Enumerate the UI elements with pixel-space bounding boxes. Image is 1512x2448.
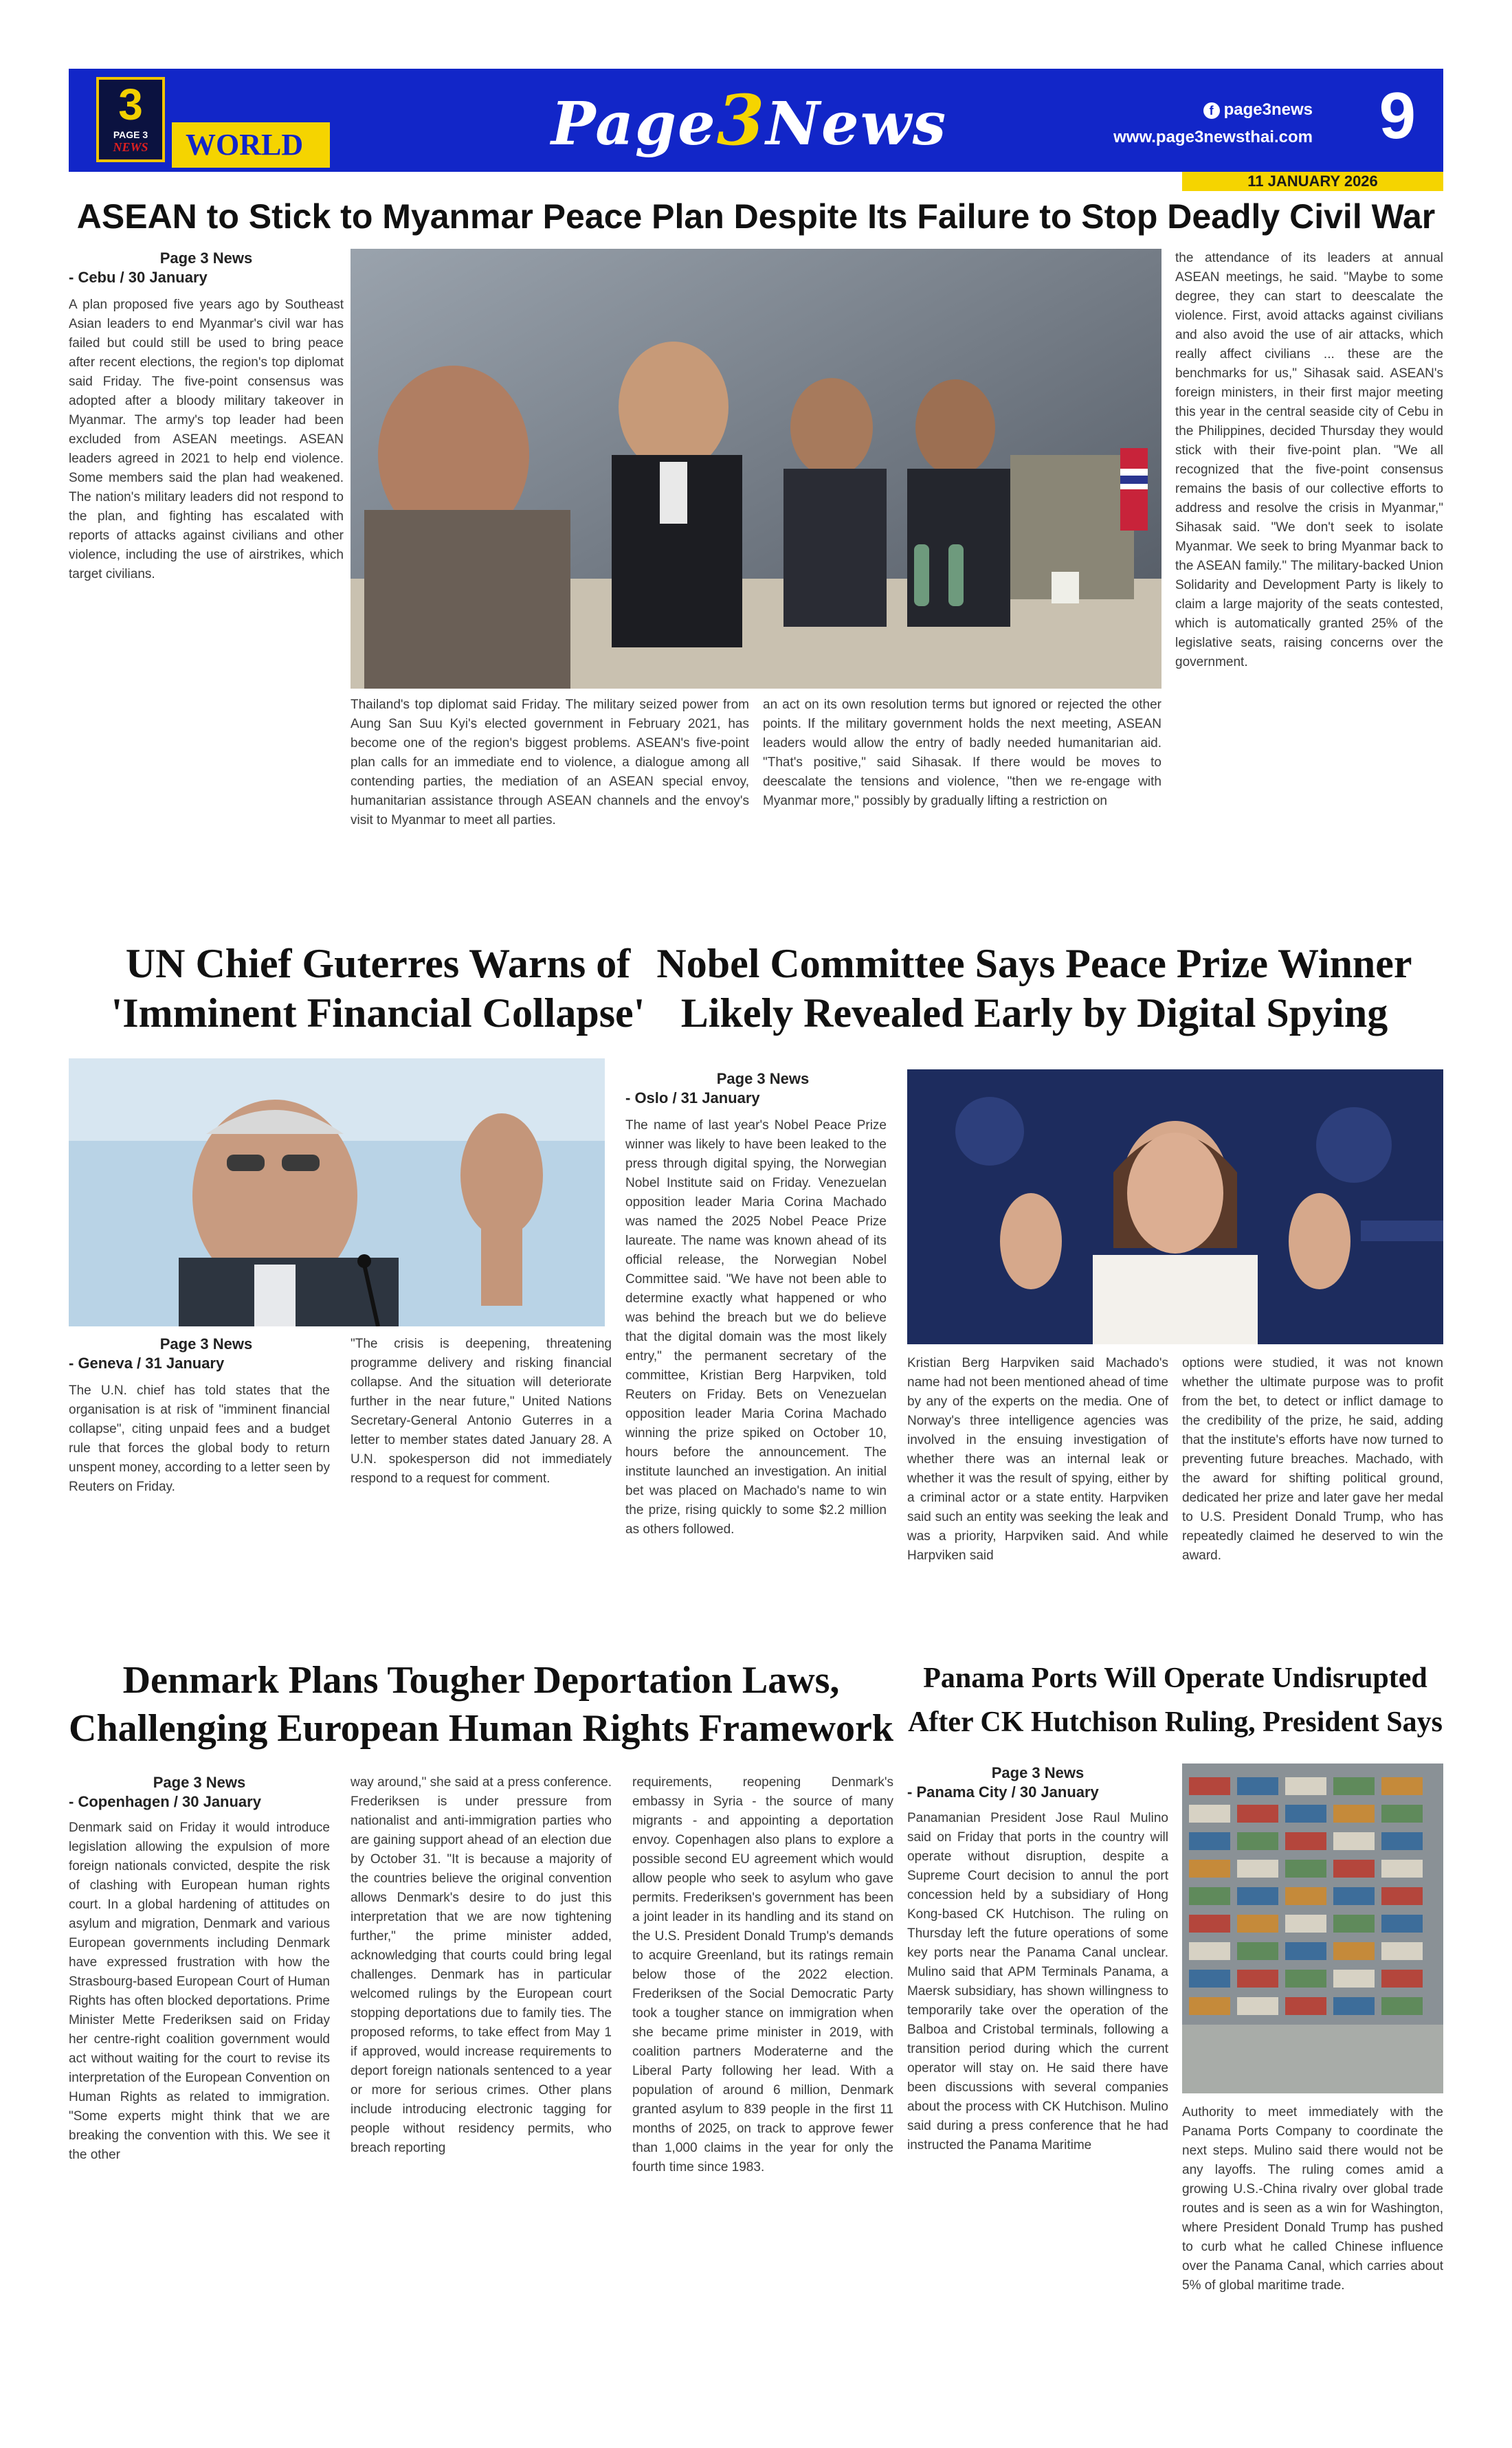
nobel-col-right-text: options were studied, it was not known whether the ultimate purpose was to profit from the bet, to detect or inflict damage to the credibility of the prize, he said, adding that the institute's efforts have now turned to preventing future breaches. Machado, with the award for shifting political ground, dedicated her prize and later gave her medal to U.S. President Donald Trump, who has repeatedly claimed he deserved to win the award. (1182, 1356, 1443, 1563)
asean-agency: Page 3 News (159, 249, 253, 267)
asean-col-mid-left-text: Thailand's top diplomat said Friday. The military seized power from Aung San Suu Kyi's elected government in February 2021, has become one of the region's biggest problems. ASEAN's five-point plan calls for an immediate end to violence, a dialogue among all contending parties, the mediation of an ASEAN special envoy, humanitarian assistance through ASEAN channels and the envoy's visit to Myanmar to meet all parties. (351, 698, 749, 827)
panama-headline-line1: Panama Ports Will Operate Undisrupted (923, 1662, 1427, 1694)
guterres-illustration (69, 1058, 605, 1326)
page-number: 9 (1379, 79, 1416, 153)
logo-page-text: PAGE 3 (113, 129, 148, 140)
asean-dateline: - Cebu / 30 January (69, 269, 208, 286)
issue-date: 11 JANUARY 2026 (1182, 172, 1443, 191)
facebook-icon: f (1203, 102, 1220, 119)
denmark-dateline: - Copenhagen / 30 January (69, 1793, 261, 1810)
page3-logo (96, 77, 165, 162)
denmark-col-2 (351, 1773, 612, 2423)
denmark-col-3 (632, 1773, 893, 2423)
asean-meeting-illustration (351, 249, 1161, 689)
panama-col-left (907, 1809, 1168, 2425)
guterres-photo (69, 1058, 605, 1326)
un-col-left (69, 1381, 330, 1588)
panama-dateline: - Panama City / 30 January (907, 1783, 1099, 1801)
panama-headline-line2: After CK Hutchison Ruling, President Says (908, 1706, 1443, 1738)
nobel-col-left (625, 1116, 887, 1590)
nobel-col-right (1182, 1354, 1443, 1588)
denmark-col-2-text: way around," she said at a press conference. Frederiksen is under pressure from nationalist and anti-immigration parties who are gaining support ahead of an election due by October 31. "It is because a majority of the countries believe the original convention allows Denmark's desire to do just this interpretation that we are now tightening further," the prime minister added, acknowledging that courts could bring legal challenges. Denmark has in particular welcomed rulings by the European court stopping deportations due to family ties. The proposed reforms, to take effect from May 1 if approved, would increase requirements to deport foreign nationals sentenced to a year or more for serious crimes. Other plans include introducing electronic tagging for people without residency permits, who breach reporting (351, 1775, 612, 2155)
denmark-headline (69, 1656, 893, 1752)
social-handle-text: page3news (1223, 100, 1313, 119)
website-url: www.page3newsthai.com (1113, 128, 1313, 146)
nobel-col-left-text: The name of last year's Nobel Peace Prize winner was likely to have been leaked to the press through digital spying, the Norwegian Nobel Institute said on Friday. Venezuelan opposition leader Maria Corina Machado was named the 2025 Nobel Peace Prize laureate. The name was known ahead of its official release, the Norwegian Nobel Committee said. "We have not been able to determine exactly what happened or who was behind the breach but we do believe that the digital domain was the most likely entry," the permanent secretary of the committee, Kristian Berg Harpviken, told Reuters on Friday. Bets on Venezuelan opposition leader Maria Corina Machado winning the prize spiked on October 10, hours before the announcement. The institute launched an investigation. An initial bet was placed on Machado's name to win the prize, rising quickly to some $2.2 million as others followed. (625, 1118, 887, 1537)
harpviken-photo (907, 1069, 1443, 1344)
brand-pre: Page (551, 89, 717, 159)
un-headline-line1: UN Chief Guterres Warns of (125, 941, 631, 986)
un-dateline: - Geneva / 31 January (69, 1355, 225, 1372)
container-port-photo (1182, 1763, 1443, 2093)
denmark-col-3-text: requirements, reopening Denmark's embassy in Syria - the source of many migrants - and appointing a deportation envoy. Copenhagen also plans to explore a possible second EU agreement which would allow people who seek to asylum who gave permits. Frederiksen's government has been a joint leader in its handling and its stand on the U.S. President Donald Trump's demands to acquire Greenland, but its ratings remain below those of the 2022 election. Frederiksen of the Social Democratic Party took a tougher stance on immigration when she became prime minister in 2019, with coalition partners Moderaterne and the Liberal Party following her lead. With a population of around 6 million, Denmark granted asylum to 839 people in the first 11 months of 2025, on track to approve fewer than 1,000 claims in the year for only the fourth time since 1983. (632, 1775, 893, 2174)
panama-col-right-text: Authority to meet immediately with the Panama Ports Company to coordinate the next steps. Mulino said there would not be any layoffs. The ruling comes amid a growing U.S.-China rivalry over global trade routes and is seen as a win for Washington, where President Donald Trump has pushed to curb what he called Chinese influence over the Panama Canal, which carries about 5% of global maritime trade. (1182, 2105, 1443, 2293)
un-agency: Page 3 News (159, 1335, 253, 1353)
panama-byline (907, 1763, 1168, 1802)
section-tab (172, 122, 330, 168)
nobel-dateline: - Oslo / 31 January (625, 1089, 760, 1106)
brand-three: 3 (716, 80, 766, 161)
social-handle (1203, 100, 1313, 120)
brand-post: News (766, 89, 948, 159)
asean-col-left (69, 296, 344, 887)
asean-col-right (1175, 249, 1443, 922)
nobel-agency: Page 3 News (716, 1070, 810, 1087)
denmark-byline (69, 1773, 330, 1812)
nobel-col-mid-text: Kristian Berg Harpviken said Machado's name had not been mentioned ahead of time by any of the experts on the media. One of Norway's three intelligence agencies was involved in the ensuing investigation of whether there was an internal leak or whether it was the result of spying, either by a criminal actor or a state entity. Harpviken said such an entity was seeking the leak and was a priority, Harpviken said. And while Harpviken said (907, 1356, 1168, 1563)
nobel-col-mid (907, 1354, 1168, 1588)
denmark-col-1-text: Denmark said on Friday it would introduce legislation allowing the expulsion of more foreign nationals convicted, despite the risk of clashing with European human rights court. In a global hardening of attitudes on asylum and migration, Denmark and various European governments including Denmark have expressed frustration with how the Strasbourg-based European Court of Human Rights has often blocked deportations. Prime Minister Mette Frederiksen said on Friday her centre-right coalition government would act without waiting for the court to revise its interpretation of the European Convention on Human Rights as related to immigration. "Some experts might think that we are breaking the convention with this. We see it the other (69, 1821, 330, 2162)
un-headline (69, 939, 687, 1038)
harpviken-illustration (907, 1069, 1443, 1344)
asean-byline (69, 249, 344, 287)
container-port-illustration (1182, 1763, 1443, 2093)
denmark-agency: Page 3 News (153, 1774, 246, 1791)
un-col-left-text: The U.N. chief has told states that the organisation is at risk of "imminent financial collapse", citing unpaid fees and a budget rule that forces the global body to return unspent money, according to a letter seen by Reuters on Friday. (69, 1383, 330, 1494)
asean-meeting-photo (351, 249, 1161, 689)
asean-col-mid-right (763, 696, 1161, 922)
un-headline-line2: 'Imminent Financial Collapse' (111, 990, 645, 1036)
nobel-headline-line2: Likely Revealed Early by Digital Spying (680, 990, 1388, 1036)
panama-agency: Page 3 News (991, 1764, 1085, 1781)
denmark-headline-line1: Denmark Plans Tougher Deportation Laws, (122, 1659, 840, 1702)
logo-news-text: NEWS (113, 140, 148, 154)
asean-headline: ASEAN to Stick to Myanmar Peace Plan Despite Its Failure to Stop Deadly Civil War (76, 197, 1436, 236)
denmark-col-1 (69, 1818, 330, 2423)
nobel-byline (625, 1069, 900, 1108)
nobel-headline (625, 939, 1443, 1038)
logo-number: 3 (118, 80, 143, 129)
nobel-headline-line1: Nobel Committee Says Peace Prize Winner (656, 941, 1412, 986)
asean-col-right-text: the attendance of its leaders at annual ASEAN meetings, he said. "Maybe to some degree, they can start to deescalate the violence. First, avoid attacks against civilians and also avoid the use of air attacks, which really affect civilians ... these are the benchmarks for us," Sihasak said. ASEAN's foreign ministers, in their first major meeting this year in the central seaside city of Cebu in the Philippines, decided Thursday they would stick with their five-point plan. "We all recognized that the five-point consensus remains the basis of our collective efforts to address and resolve the crisis in Myanmar," Sihasak said. "We don't seek to isolate Myanmar. We seek to bring Myanmar back to the ASEAN family." The military-backed Union Solidarity and Development Party is likely to claim a large majority of the seats contested, which is automatically granted 25% of the legislative seats, raising concerns over the government. (1175, 251, 1443, 669)
panama-col-right (1182, 2103, 1443, 2423)
panama-col-left-text: Panamanian President Jose Raul Mulino said on Friday that ports in the country will operate without disruption, despite a Supreme Court decision to annul the port concession held by a subsidiary of Hong Kong-based CK Hutchison. The ruling on Thursday left the future operations of some key ports near the Panama Canal unclear. Mulino said that APM Terminals Panama, a Maersk subsidiary, has shown willingness to temporarily take over the operation of the Balboa and Cristobal terminals, following a transition period during which the current operator will stay on. He said there have been discussions with several companies about the process with CK Hutchison. Mulino said during a press conference that he had instructed the Panama Maritime (907, 1811, 1168, 2152)
asean-col-left-text: A plan proposed five years ago by Southeast Asian leaders to end Myanmar's civil war has failed but could still be used to bring peace after recent elections, the region's top diplomat said Friday. The five-point consensus was adopted after a bloody military takeover in Myanmar. The army's top leader had been excluded from ASEAN meetings. ASEAN leaders agreed in 2021 to help end violence. Some members said the plan had weakened. The nation's military leaders did not respond to the plan, and fighting has escalated with reports of attacks against civilians and other violence, including the use of airstrikes, which target civilians. (69, 298, 344, 581)
asean-col-mid-left (351, 696, 749, 922)
panama-headline (907, 1656, 1443, 1744)
brand-wordmark (509, 76, 990, 165)
un-byline (69, 1335, 344, 1373)
denmark-headline-line2: Challenging European Human Rights Framework (69, 1707, 893, 1750)
masthead (69, 69, 1443, 172)
newspaper-page (69, 69, 1443, 2433)
section-label: WORLD (186, 128, 304, 162)
un-col-right-text: "The crisis is deepening, threatening programme delivery and risking financial collapse. And the situation will deteriorate further in the near future," United Nations Secretary-General Antonio Guterres in a letter to member states dated January 28. A U.N. spokesperson did not immediately respond to a request for comment. (351, 1337, 612, 1486)
asean-col-mid-right-text: an act on its own resolution terms but ignored or rejected the other points. If the military government holds the next meeting, ASEAN leaders would allow the entry of badly needed humanitarian aid. "That's positive," said Sihasak. If there would be moves to deescalate the tensions and violence, "then we re-engage with Myanmar more," possibly by gradually lifting a restriction on (763, 698, 1161, 808)
un-col-right (351, 1335, 612, 1589)
